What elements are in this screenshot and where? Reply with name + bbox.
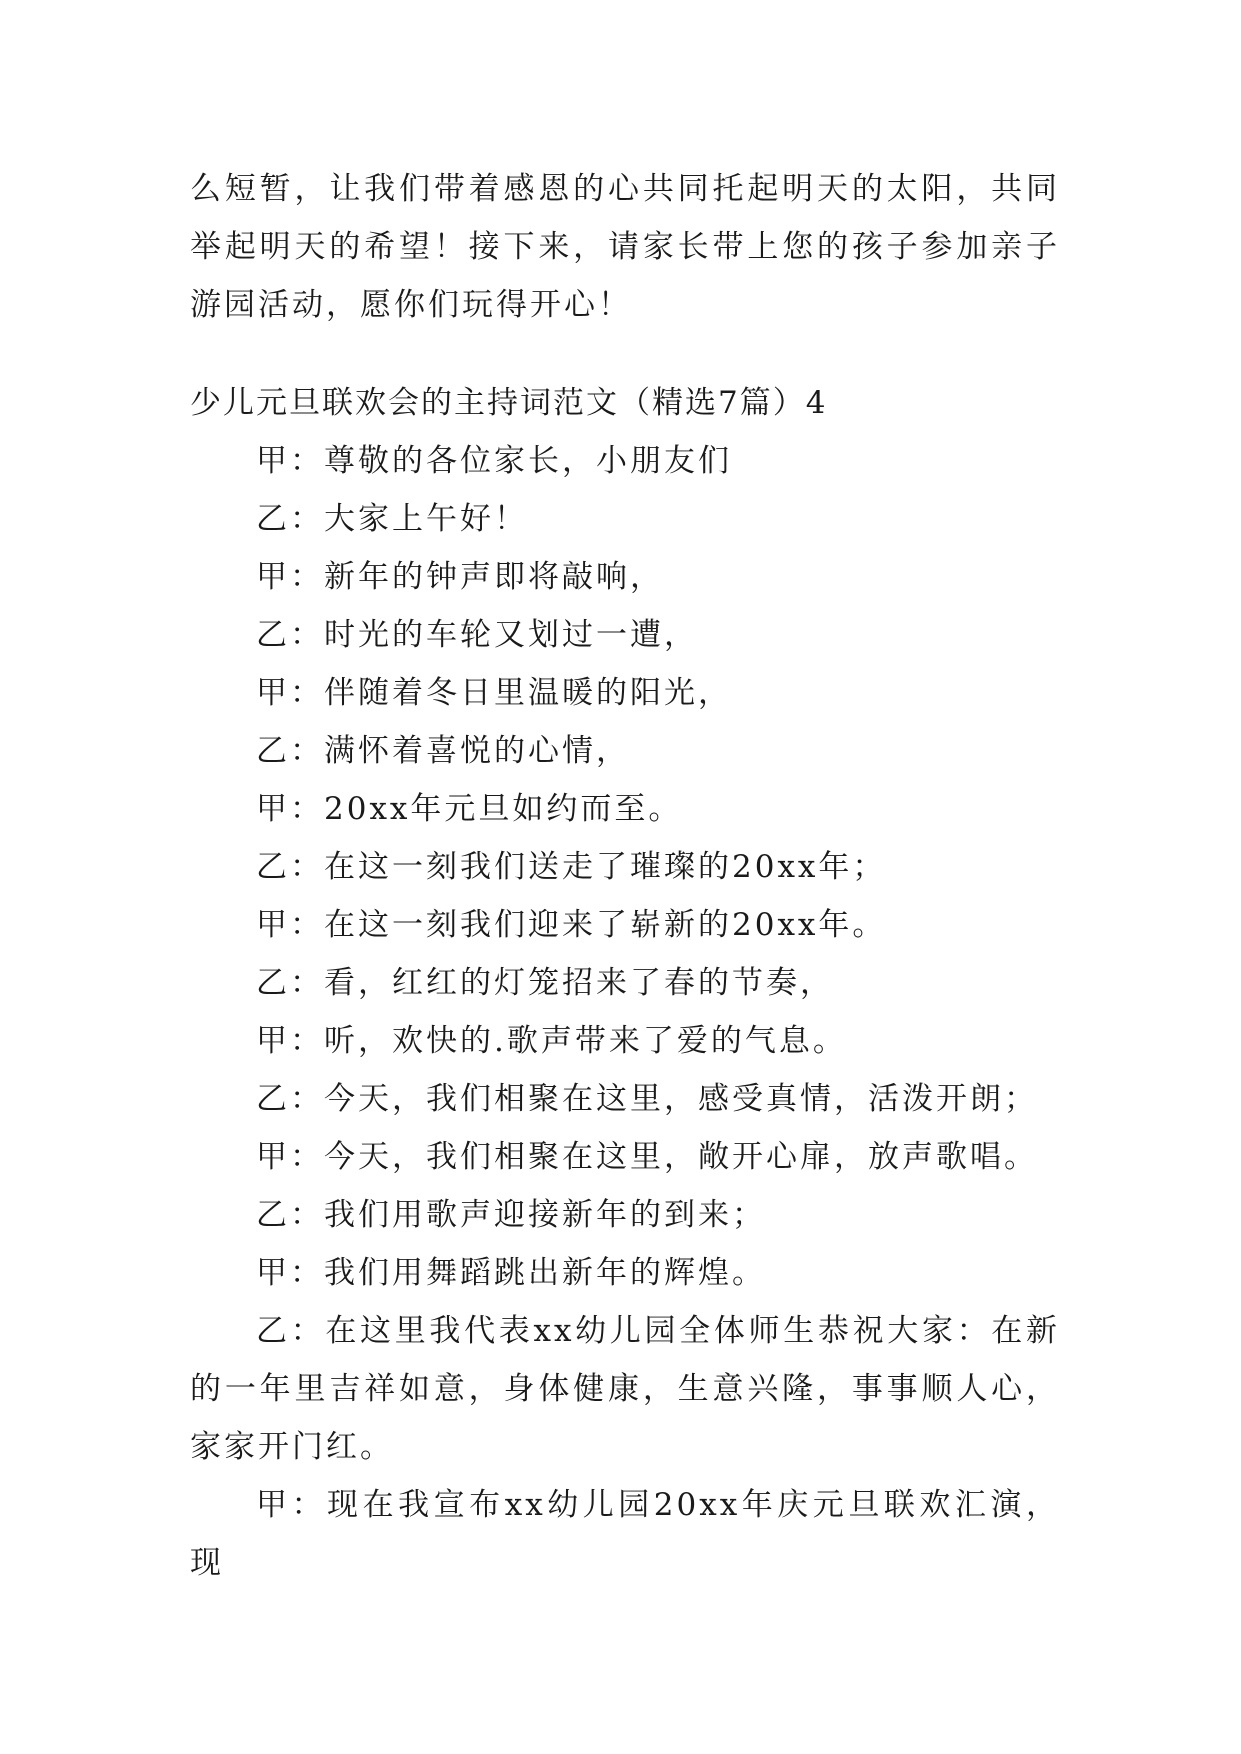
dialog-line: 乙：大家上午好！	[256, 501, 528, 537]
section-heading: 少儿元旦联欢会的主持词范文（精选7篇）4	[190, 385, 828, 421]
dialog-line: 甲：新年的钟声即将敲响，	[256, 559, 664, 595]
dialog-line: 乙：看，红红的灯笼招来了春的节奏，	[256, 965, 834, 1001]
dialog-line: 乙：时光的车轮又划过一遭，	[256, 617, 698, 653]
dialog-line: 乙：满怀着喜悦的心情，	[256, 733, 630, 769]
dialog-line: 乙：今天，我们相聚在这里，感受真情，活泼开朗；	[256, 1081, 1038, 1117]
dialog-list	[190, 432, 1060, 1592]
dialog-line: 甲：尊敬的各位家长，小朋友们	[256, 443, 732, 479]
document-page	[190, 160, 1060, 1592]
dialog-line: 甲：20xx年元旦如约而至。	[256, 791, 683, 827]
dialog-line: 乙：在这一刻我们送走了璀璨的20xx年；	[256, 849, 887, 885]
dialog-line: 乙：我们用歌声迎接新年的到来；	[256, 1197, 766, 1233]
dialog-line: 甲：今天，我们相聚在这里，敞开心扉，放声歌唱。	[256, 1139, 1038, 1175]
dialog-line: 甲：听，欢快的.歌声带来了爱的气息。	[256, 1023, 847, 1059]
dialog-line: 甲：在这一刻我们迎来了崭新的20xx年。	[256, 907, 887, 943]
intro-paragraph: 么短暂，让我们带着感恩的心共同托起明天的太阳，共同举起明天的希望！接下来，请家长带上您的孩子参加亲子游园活动，愿你们玩得开心！	[190, 171, 1060, 323]
dialog-line: 甲：我们用舞蹈跳出新年的辉煌。	[256, 1255, 766, 1291]
dialog-line: 乙：在这里我代表xx幼儿园全体师生恭祝大家：在新的一年里吉祥如意，身体健康，生意兴隆，事事顺人心，家家开门红。	[190, 1313, 1060, 1465]
dialog-line: 甲：伴随着冬日里温暖的阳光，	[256, 675, 732, 711]
dialog-line: 甲：现在我宣布xx幼儿园20xx年庆元旦联欢汇演，现	[190, 1487, 1060, 1581]
